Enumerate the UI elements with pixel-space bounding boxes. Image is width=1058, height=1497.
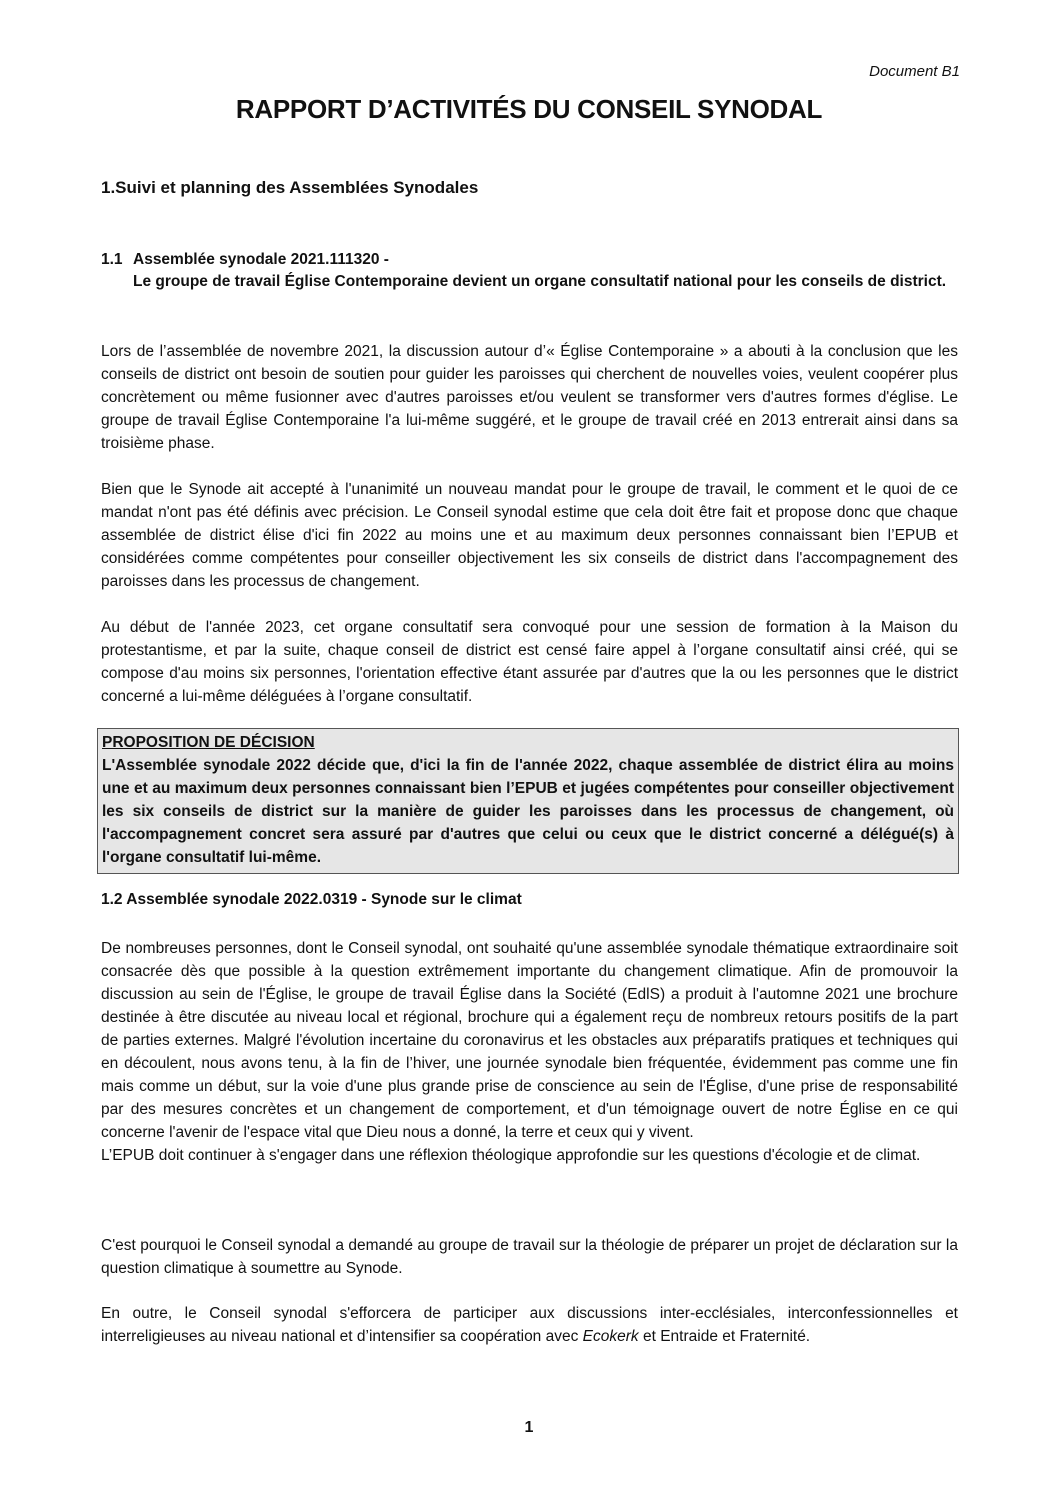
paragraph bbox=[101, 1302, 958, 1348]
subsection-1-1-heading bbox=[101, 249, 958, 293]
ecokerk-name: Ecokerk bbox=[582, 1328, 639, 1345]
page-number: 1 bbox=[524, 1419, 534, 1436]
paragraph-climate bbox=[101, 937, 958, 1167]
subsection-title-line1: Assemblée synodale 2021.111320 - bbox=[133, 251, 389, 268]
subsection-1-2-heading: 1.2 Assemblée synodale 2022.0319 - Synode sur le climat bbox=[101, 891, 522, 908]
paragraph-text: L’EPUB doit continuer à s'engager dans une réflexion théologique approfondie sur les questions d'écologie et de climat. bbox=[101, 1147, 921, 1164]
paragraph-text: De nombreuses personnes, dont le Conseil synodal, ont souhaité qu'une assemblée synodale thématique extraordinaire soit consacrée dès que possible à la question extrêmement importante du changement climatique. Afin de promouvoir la discussion au sein de l'Église, le groupe de travail Église dans la Société (EdlS) a produit à l'automne 2021 une brochure destinée à être discutée au niveau local et régional, brochure qui a également reçu de nombreux retours positifs de la part de parties externes. Malgré l'évolution incertaine du coronavirus et les obstacles aux préparatifs pratiques et techniques qui en découlent, nous avons tenu, à la fin de l’hiver, une journée synodale bien fréquentée, évidemment pas comme une fin mais comme un début, sur la voie d'une plus grande prise de conscience au sein de l'Église, d'une prise de responsabilité par des mesures concrètes et un changement de comportement, et d'un témoignage ouvert de notre Église en ce qui concerne l'avenir de l'espace vital que Dieu nous a donné, la terre et ceux qui y vivent. bbox=[101, 940, 958, 1141]
paragraph: Lors de l’assemblée de novembre 2021, la discussion autour d’« Église Contemporaine » a abouti à la conclusion que les conseils de district ont besoin de soutien pour guider les paroisses qui cherchent de nouvelles voies, veulent coopérer plus concrètement ou même fusionner avec d'autres paroisses et/ou veulent se transformer vers d'autres formes d'église. Le groupe de travail Église Contemporaine l'a lui-même suggéré, et le groupe de travail créé en 2013 entrerait ainsi dans sa troisième phase. bbox=[101, 343, 958, 452]
section-heading: 1.Suivi et planning des Assemblées Synodales bbox=[101, 178, 479, 197]
paragraph: Au début de l'année 2023, cet organe consultatif sera convoqué pour une session de formation à la Maison du protestantisme, et par la suite, chaque conseil de district est censé faire appel à l’organe consultatif ainsi créé, qui se compose d'au moins six personnes, l'orientation effective étant assurée par d'autres que la ou les personnes que le district concerné a lui-même déléguées à l’organe consultatif. bbox=[101, 619, 958, 705]
subsection-number: 1.1 bbox=[101, 251, 123, 268]
proposition-heading: PROPOSITION DE DÉCISION bbox=[102, 734, 315, 751]
paragraph-text: En outre, le Conseil synodal s'efforcera de participer aux discussions inter-ecclésiales, interconfessionnelles et interreligieuses au niveau national et d’intensifier sa coopération avec bbox=[101, 1305, 958, 1345]
subsection-title-line2: Le groupe de travail Église Contemporaine devient un organe consultatif national pour les conseils de district. bbox=[133, 273, 947, 290]
proposition-box bbox=[97, 728, 959, 874]
page-title: RAPPORT D’ACTIVITÉS DU CONSEIL SYNODAL bbox=[235, 94, 823, 124]
paragraph-text: et Entraide et Fraternité. bbox=[638, 1328, 811, 1345]
paragraph: Bien que le Synode ait accepté à l'unanimité un nouveau mandat pour le groupe de travail, le comment et le quoi de ce mandat n'ont pas été définis avec précision. Le Conseil synodal estime que cela doit être fait et propose donc que chaque assemblée de district élise d'ici fin 2022 au moins une et au maximum deux personnes connaissant bien l’EPUB et considérées comme compétentes pour conseiller objectivement les six conseils de district dans l'accompagnement des paroisses dans les processus de changement. bbox=[101, 481, 958, 590]
proposition-text: L'Assemblée synodale 2022 décide que, d'ici la fin de l'année 2022, chaque assemblée de district élira au moins une et au maximum deux personnes connaissant bien l’EPUB et jugées compétentes pour conseiller objectivement les six conseils de district sur la manière de guider les paroisses dans les processus de changement, où l'accompagnement concret sera assuré par d'autres que celui ou ceux que le district concerné a délégué(s) à l'organe consultatif lui-même. bbox=[102, 757, 954, 866]
paragraph: C'est pourquoi le Conseil synodal a demandé au groupe de travail sur la théologie de préparer un projet de déclaration sur la question climatique à soumettre au Synode. bbox=[101, 1237, 958, 1277]
document-label: Document B1 bbox=[869, 63, 960, 80]
